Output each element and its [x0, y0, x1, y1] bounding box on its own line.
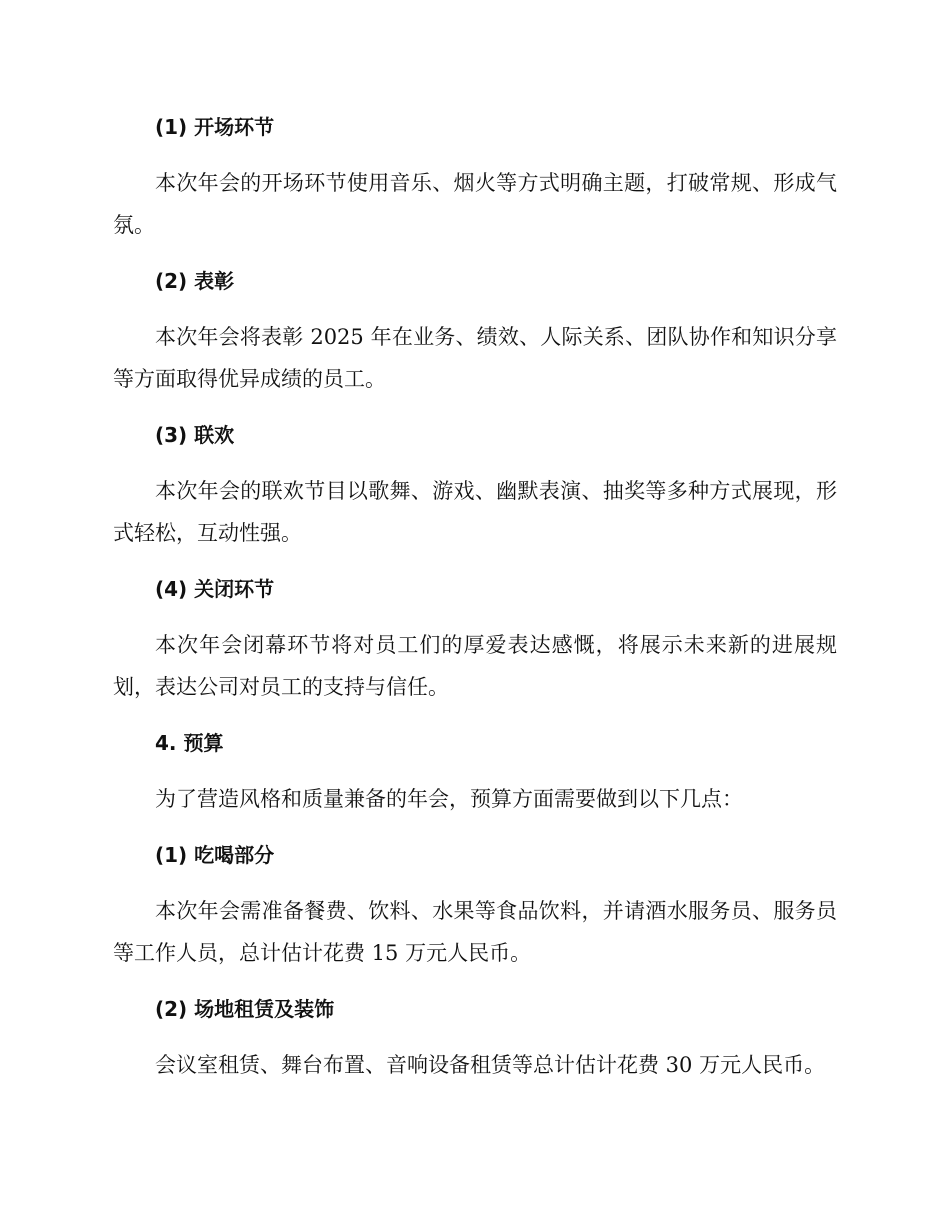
document-body	[113, 108, 837, 1102]
paragraph-catering: 本次年会需准备餐费、饮料、水果等食品饮料，并请酒水服务员、服务员等工作人员，总计估计花费 15 万元人民币。	[113, 899, 837, 965]
section-heading-closing: (4) 关闭环节	[155, 577, 275, 601]
paragraph-opening: 本次年会的开场环节使用音乐、烟火等方式明确主题，打破常规、形成气氛。	[113, 171, 837, 237]
paragraph-budget-intro: 为了营造风格和质量兼备的年会，预算方面需要做到以下几点：	[155, 787, 743, 811]
section-heading-opening: (1) 开场环节	[155, 115, 275, 139]
section-heading-venue: (2) 场地租赁及装饰	[155, 997, 335, 1021]
section-heading-budget: 4. 预算	[155, 731, 224, 755]
section-heading-catering: (1) 吃喝部分	[155, 843, 275, 867]
paragraph-awards: 本次年会将表彰 2025 年在业务、绩效、人际关系、团队协作和知识分享等方面取得优异成绩的员工。	[113, 325, 837, 391]
paragraph-venue: 会议室租赁、舞台布置、音响设备租赁等总计估计花费 30 万元人民币。	[155, 1053, 826, 1077]
paragraph-party: 本次年会的联欢节目以歌舞、游戏、幽默表演、抽奖等多种方式展现，形式轻松，互动性强。	[113, 479, 837, 545]
section-heading-party: (3) 联欢	[155, 423, 235, 447]
section-heading-awards: (2) 表彰	[155, 269, 235, 293]
paragraph-closing: 本次年会闭幕环节将对员工们的厚爱表达感慨，将展示未来新的进展规划，表达公司对员工的支持与信任。	[113, 633, 837, 699]
